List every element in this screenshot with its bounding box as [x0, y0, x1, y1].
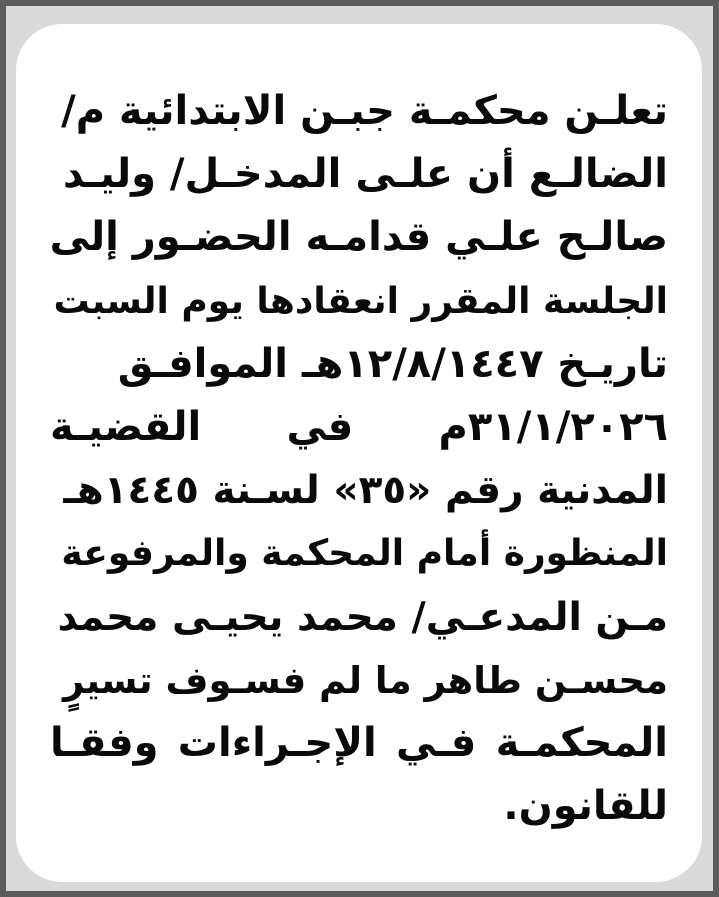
- court-notice-text: [50, 80, 668, 838]
- notice-line-4: الجلسة المقرر انعقادها يوم السبت: [53, 280, 668, 322]
- notice-line-5: تاريـخ ١٢/٨/١٤٤٧هـ الموافـق: [117, 340, 668, 387]
- notice-line-10: محسـن طاهر ما لم فسـوف تسيرٍ: [62, 658, 668, 702]
- page-frame: [6, 6, 713, 891]
- notice-line-3: صالـح علـي قدامـه الحضـور إلى: [49, 214, 668, 261]
- notice-line-12: للقانون.: [503, 783, 668, 830]
- notice-line-7: المدنية رقم «٣٥» لسـنة ١٤٤٥هـ: [63, 468, 668, 514]
- notice-line-2: الضالـع أن علـى المدخـل/ وليـد: [63, 151, 668, 198]
- notice-card: [16, 24, 702, 882]
- notice-line-1: تعلـن محكمـة جبـن الابتدائية م/: [61, 88, 668, 134]
- notice-line-9: مـن المدعـي/ محمد يحيـى محمد: [57, 594, 668, 640]
- notice-line-6: ٣١/١/٢٠٢٦م في القضيـة: [50, 403, 668, 450]
- notice-line-8: المنظورة أمام المحكمة والمرفوعة: [61, 533, 668, 575]
- notice-line-11: المحكمـة فـي الإجـراءات وفقـا: [50, 719, 668, 766]
